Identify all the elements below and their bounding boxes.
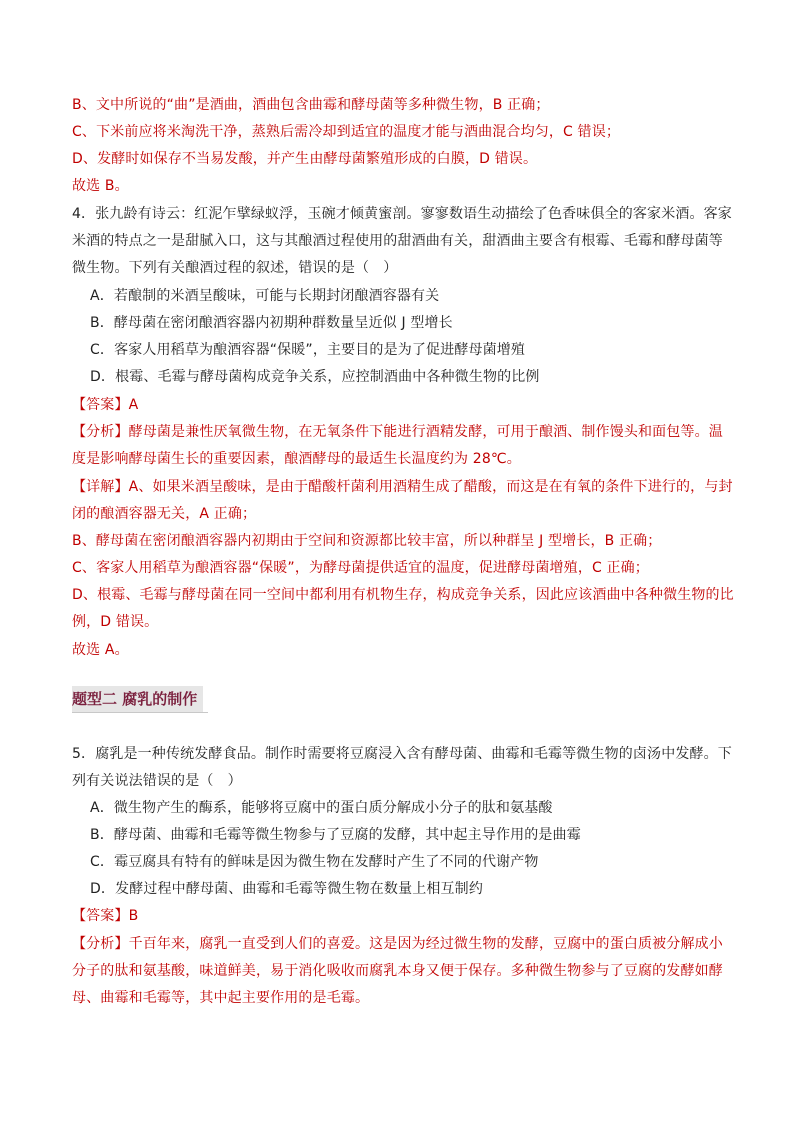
q4-detail-line-1: [72, 477, 733, 497]
prev-analysis-b: B、文中所说的“曲”是酒曲，酒曲包含曲霉和酵母菌等多种微生物，B 正确；: [72, 97, 550, 113]
q4-stem-line-2: 米酒的特点之一是甜腻入口，这与其酿酒过程使用的甜酒曲有关，甜酒曲主要含有根霉、毛霉和酵母菌等: [72, 233, 723, 249]
q4-detail-c: C、客家人用稻草为酿酒容器“保暖”，为酵母菌提供适宜的温度，促进酵母菌增殖，C 正确；: [72, 560, 649, 576]
q4-option-d: D．根霉、毛霉与酵母菌构成竞争关系，应控制酒曲中各种微生物的比例: [90, 369, 540, 385]
q4-analysis-line-1: [72, 422, 723, 442]
q5-stem-line-2: 列有关说法错误的是（ ）: [72, 773, 242, 789]
q5-option-d: D．发酵过程中酵母菌、曲霉和毛霉等微生物在数量上相互制约: [90, 881, 483, 897]
prev-analysis-d: D、发酵时如保存不当易发酸，并产生由酵母菌繁殖形成的白膜，D 错误。: [72, 151, 538, 167]
q4-detail-b: B、酵母菌在密闭酿酒容器内初期由于空间和资源都比较丰富，所以种群呈 J 型增长，B 正确；: [72, 533, 662, 549]
q4-detail-line-2: 闭的酿酒容器无关，A 正确；: [72, 506, 257, 522]
q4-analysis-line-2: 度是影响酵母菌生长的重要因素，酿酒酵母的最适生长温度约为 28℃。: [72, 451, 521, 467]
q5-option-c: C．霉豆腐具有特有的鲜味是因为微生物在发酵时产生了不同的代谢产物: [90, 854, 539, 870]
q5-option-b: B．酵母菌、曲霉和毛霉等微生物参与了豆腐的发酵，其中起主导作用的是曲霉: [90, 827, 581, 843]
q4-detail-d-line-2: 例，D 错误。: [72, 614, 159, 630]
q5-stem-line-1: 5．腐乳是一种传统发酵食品。制作时需要将豆腐浸入含有酵母菌、曲霉和毛霉等微生物的卤汤中发酵。下: [72, 746, 732, 762]
prev-conclusion: 故选 B。: [72, 178, 129, 194]
analysis-tag: 【分析】: [72, 936, 129, 952]
analysis-text: 千百年来，腐乳一直受到人们的喜爱。这是因为经过微生物的发酵，豆腐中的蛋白质被分解成小: [128, 936, 723, 952]
q5-analysis-line-3: 母、曲霉和毛霉等，其中起主要作用的是毛霉。: [72, 990, 370, 1006]
detail-text: A、如果米酒呈酸味，是由于醋酸杆菌利用酒精生成了醋酸，而这是在有氧的条件下进行的，与封: [128, 479, 733, 495]
q4-stem-line-3: 微生物。下列有关酿酒过程的叙述，错误的是（ ）: [72, 260, 398, 276]
q5-analysis-line-1: [72, 934, 723, 954]
analysis-tag: 【分析】: [72, 424, 129, 440]
q4-conclusion: 故选 A。: [72, 642, 129, 658]
q4-answer: [72, 395, 138, 415]
q4-option-a: A．若酿制的米酒呈酸味，可能与长期封闭酿酒容器有关: [90, 288, 440, 304]
prev-analysis-c: C、下米前应将米淘洗干净，蒸熟后需冷却到适宜的温度才能与酒曲混合均匀，C 错误；: [72, 124, 620, 140]
q5-option-a: A．微生物产生的酶系，能够将豆腐中的蛋白质分解成小分子的肽和氨基酸: [90, 800, 553, 816]
analysis-text: 酵母菌是兼性厌氧微生物，在无氧条件下能进行酒精发酵，可用于酿酒、制作馒头和面包等。温: [128, 424, 723, 440]
q4-option-c: C．客家人用稻草为酿酒容器“保暖”，主要目的是为了促进酵母菌增殖: [90, 342, 526, 358]
answer-value: B: [128, 908, 139, 924]
q5-analysis-line-2: 分子的肽和氨基酸，味道鲜美，易于消化吸收而腐乳本身又便于保存。多种微生物参与了豆腐的发酵如酵: [72, 963, 723, 979]
detail-tag: 【详解】: [72, 479, 129, 495]
q5-answer: [72, 906, 138, 926]
q4-option-b: B．酵母菌在密闭酿酒容器内初期种群数量呈近似 J 型增长: [90, 315, 453, 331]
q4-stem-line-1: 4．张九龄有诗云：红泥乍擘绿蚁浮，玉碗才倾黄蜜剖。寥寥数语生动描绘了色香味俱全的客家米酒。客家: [72, 206, 732, 222]
answer-tag: 【答案】: [72, 908, 129, 924]
answer-tag: 【答案】: [72, 397, 129, 413]
section-title: 题型二 腐乳的制作: [72, 686, 203, 712]
answer-value: A: [128, 397, 139, 413]
q4-detail-d-line-1: D、根霉、毛霉与酵母菌在同一空间中都利用有机物生存，构成竞争关系，因此应该酒曲中各种微生物的比: [72, 587, 734, 603]
section-underline: [72, 712, 208, 713]
